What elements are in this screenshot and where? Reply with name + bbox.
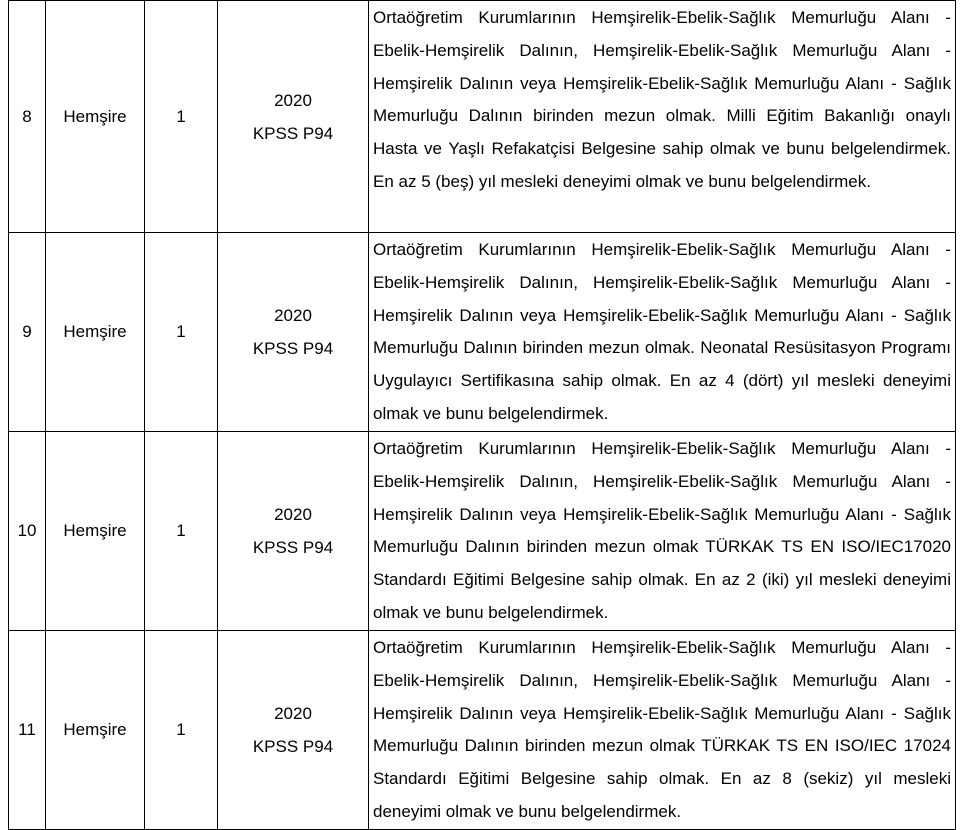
row-number: 11 — [9, 631, 46, 830]
table-row — [9, 432, 956, 631]
kpss-cell — [218, 233, 369, 432]
kpss-cell — [218, 631, 369, 830]
kpss-year: 2020 — [274, 90, 312, 110]
row-number: 9 — [9, 233, 46, 432]
kpss-score-type: KPSS P94 — [252, 339, 334, 358]
position-count: 1 — [145, 233, 218, 432]
position-count: 1 — [145, 1, 218, 233]
qualifications-text: Ortaöğretim Kurumlarının Hemşirelik-Ebelik-Sağlık Memurluğu Alanı - Ebelik-Hemşirelik Dalının, Hemşirelik-Ebelik-Sağlık Memurluğu Alanı - Hemşirelik Dalının veya Hemşirelik-Ebelik-Sağlık Memurluğu Alanı - Sağlık Memurluğu Dalının birinden mezun olmak. Neonatal Resüsitasyon Programı Uygulayıcı Sertifikasına sahip olmak. En az 4 (dört) yıl mesleki deneyimi olmak ve bunu belgelendirmek. — [369, 233, 956, 432]
table-row — [9, 1, 956, 233]
qualifications-text: Ortaöğretim Kurumlarının Hemşirelik-Ebelik-Sağlık Memurluğu Alanı - Ebelik-Hemşirelik Dalının, Hemşirelik-Ebelik-Sağlık Memurluğu Alanı - Hemşirelik Dalının veya Hemşirelik-Ebelik-Sağlık Memurluğu Alanı - Sağlık Memurluğu Dalının birinden mezun olmak TÜRKAK TS EN ISO/IEC 17024 Standardı Eğitimi Belgesine sahip olmak. En az 8 (sekiz) yıl mesleki deneyimi olmak ve bunu belgelendirmek. — [369, 631, 956, 830]
kpss-score-type: KPSS P94 — [252, 538, 334, 557]
kpss-score-type: KPSS P94 — [252, 123, 334, 143]
row-number: 10 — [9, 432, 46, 631]
table-row — [9, 233, 956, 432]
qualifications-text: Ortaöğretim Kurumlarının Hemşirelik-Ebelik-Sağlık Memurluğu Alanı - Ebelik-Hemşirelik Dalının, Hemşirelik-Ebelik-Sağlık Memurluğu Alanı - Hemşirelik Dalının veya Hemşirelik-Ebelik-Sağlık Memurluğu Alanı - Sağlık Memurluğu Dalının birinden mezun olmak TÜRKAK TS EN ISO/IEC17020 Standardı Eğitimi Belgesine sahip olmak. En az 2 (iki) yıl mesleki deneyimi olmak ve bunu belgelendirmek. — [369, 432, 956, 631]
position-title: Hemşire — [46, 233, 145, 432]
kpss-score-type: KPSS P94 — [252, 737, 334, 756]
position-title: Hemşire — [46, 631, 145, 830]
row-number: 8 — [9, 1, 46, 233]
position-title: Hemşire — [46, 432, 145, 631]
kpss-year: 2020 — [274, 704, 312, 723]
position-count: 1 — [145, 432, 218, 631]
kpss-year: 2020 — [274, 306, 312, 325]
position-title: Hemşire — [46, 1, 145, 233]
position-count: 1 — [145, 631, 218, 830]
kpss-year: 2020 — [274, 505, 312, 524]
kpss-cell — [218, 1, 369, 233]
qualifications-text: Ortaöğretim Kurumlarının Hemşirelik-Ebelik-Sağlık Memurluğu Alanı - Ebelik-Hemşirelik Dalının, Hemşirelik-Ebelik-Sağlık Memurluğu Alanı - Hemşirelik Dalının veya Hemşirelik-Ebelik-Sağlık Memurluğu Alanı - Sağlık Memurluğu Dalının birinden mezun olmak. Milli Eğitim Bakanlığı onaylı Hasta ve Yaşlı Refakatçisi Belgesine sahip olmak ve bunu belgelendirmek. En az 5 (beş) yıl mesleki deneyimi olmak ve bunu belgelendirmek. — [369, 1, 956, 233]
kpss-cell — [218, 432, 369, 631]
positions-table — [8, 0, 956, 830]
table-row — [9, 631, 956, 830]
